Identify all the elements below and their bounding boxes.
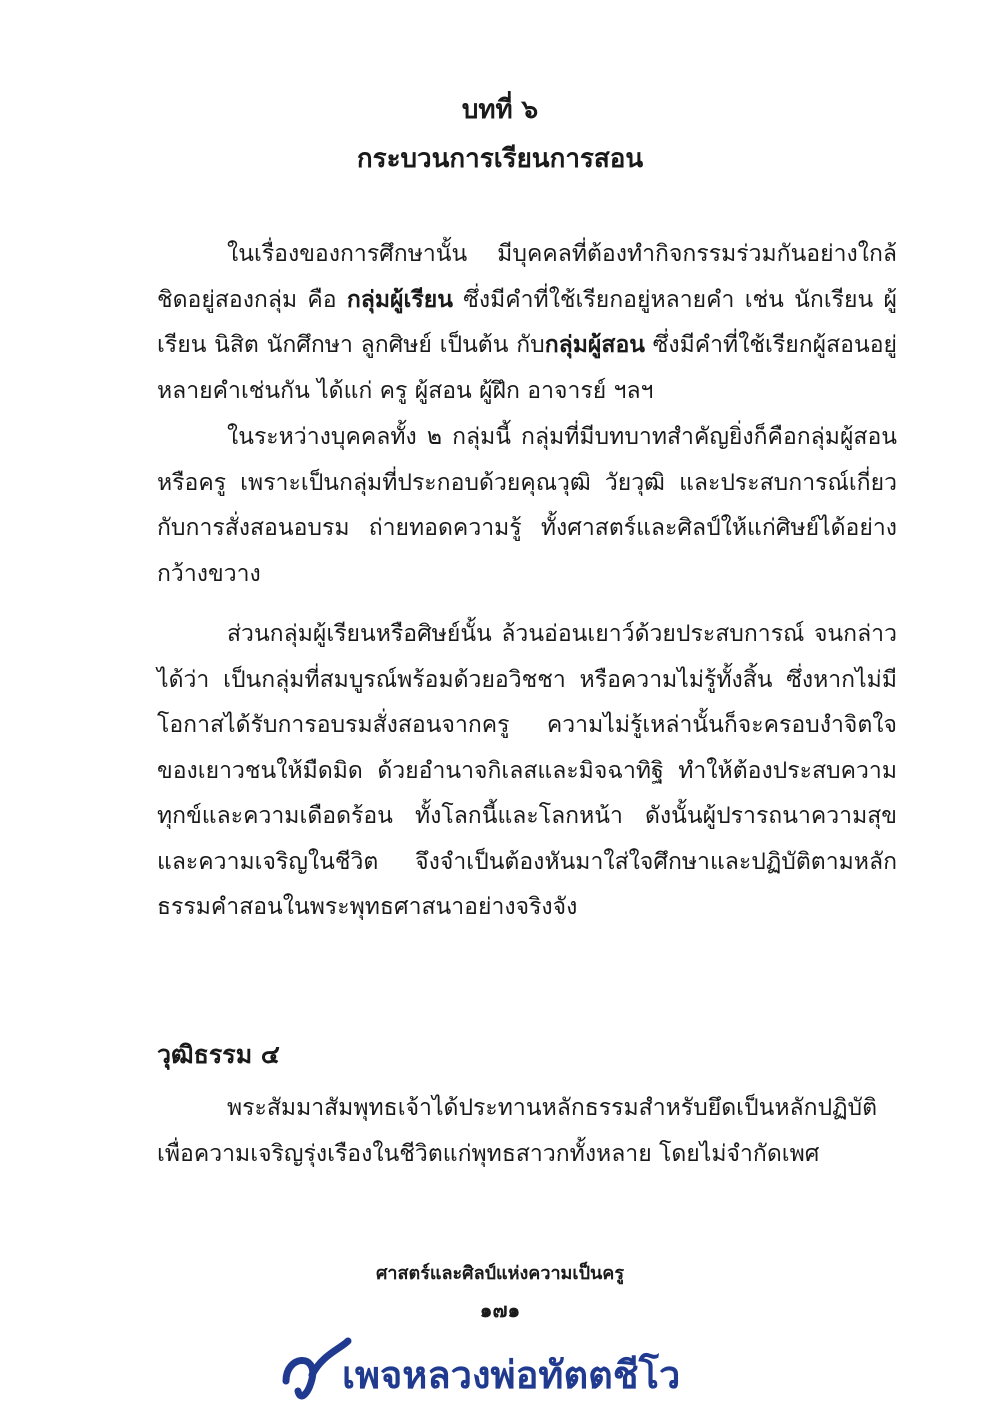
chapter-title: กระบวนการเรียนการสอน [356,144,644,174]
paragraph-2: ในระหว่างบุคคลทั้ง ๒ กลุ่มนี้ กลุ่มที่มีบทบาทสำคัญยิ่งก็คือกลุ่มผู้สอนหรือครู เพราะเป็นกลุ่มที่ประกอบด้วยคุณวุฒิ วัยวุฒิ และประสบการณ์เกี่ยวกับการสั่งสอนอบรม ถ่ายทอดความรู้ ทั้งศาสตร์และศิลป์ให้แก่ศิษย์ได้อย่างกว้างขวาง [157,424,897,587]
paragraph-1-bold-teachers: กลุ่มผู้สอน [544,332,645,358]
brand-logo [278,1335,728,1415]
brand-name: เพจหลวงพ่อทัตตชีโว [342,1353,681,1397]
chapter-number: บทที่ ๖ [461,95,539,125]
paragraph-3: ส่วนกลุ่มผู้เรียนหรือศิษย์นั้น ล้วนอ่อนเยาว์ด้วยประสบการณ์ จนกล่าวได้ว่า เป็นกลุ่มที่สมบูรณ์พร้อมด้วยอวิชชา หรือความไม่รู้ทั้งสิ้น ซึ่งหากไม่มีโอกาสได้รับการอบรมสั่งสอนจากครู ความไม่รู้เหล่านั้นก็จะครอบงำจิตใจของเยาวชนให้มืดมิด ด้วยอำนาจกิเลสและมิจฉาทิฐิ ทำให้ต้องประสบความทุกข์และความเดือดร้อน ทั้งโลกนี้และโลกหน้า ดังนั้นผู้ปรารถนาความสุขและความเจริญในชีวิต จึงจำเป็นต้องหันมาใส่ใจศึกษาและปฏิบัติตามหลักธรรมคำสอนในพระพุทธศาสนาอย่างจริงจัง [157,621,897,920]
paragraph-1 [157,232,897,414]
paragraph-1-text-b: ซึ่งมีคำที่ใช้เรียกอยู่หลายคำ เช่น นักเรียน ผู้เรียน นิสิต นักศึกษา ลูกศิษย์ เป็นต้น กับ [157,286,897,358]
paragraph-1-bold-learners: กลุ่มผู้เรียน [346,286,453,313]
section-paragraph: พระสัมมาสัมพุทธเจ้าได้ประทานหลักธรรมสำหรับยึดเป็นหลักปฏิบัติเพื่อความเจริญรุ่งเรืองในชีวิตแก่พุทธสาวกทั้งหลาย โดยไม่จำกัดเพศ [157,1095,878,1167]
page-number: ๑๗๑ [479,1298,521,1322]
paragraph-1-text-a: ในเรื่องของการศึกษานั้น มีบุคคลที่ต้องทำกิจกรรมร่วมกันอย่างใกล้ชิดอยู่สองกลุ่ม คือ [157,241,897,313]
paragraph-1-text-c: ซึ่งมีคำที่ใช้เรียกผู้สอนอยู่หลายคำเช่นกัน ได้แก่ ครู ผู้สอน ผู้ฝึก อาจารย์ ฯลฯ [157,332,897,404]
footer-book-title: ศาสตร์และศิลป์แห่งความเป็นครู [375,1263,625,1284]
section-heading: วุฒิธรรม ๔ [157,1040,280,1069]
